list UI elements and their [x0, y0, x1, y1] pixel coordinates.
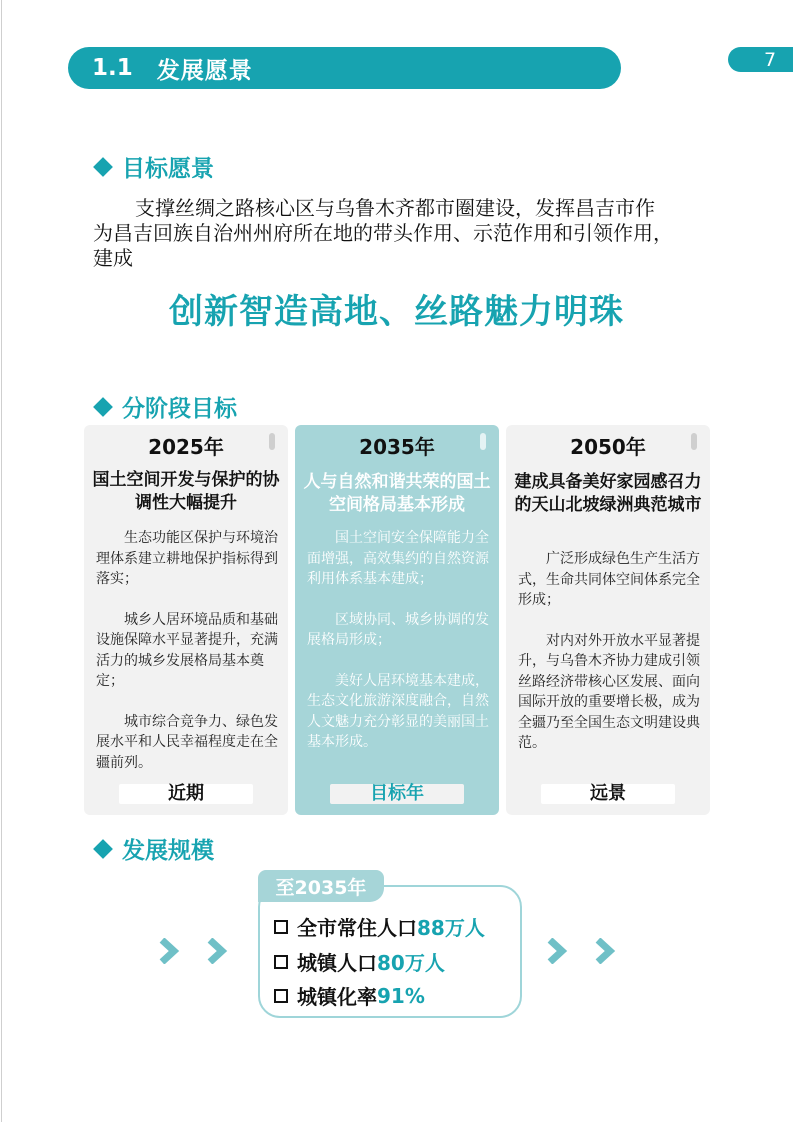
phase-item: 区域协同、城乡协调的发展格局形成； [307, 611, 489, 648]
stat-label: 城镇化率 [297, 985, 377, 1009]
stat-label: 全市常住人口 [297, 916, 417, 940]
page-number: 7 [764, 48, 777, 71]
phase-item: 生态功能区保护与环境治理体系建立耕地保护指标得到落实； [96, 530, 278, 587]
vision-paragraph [93, 196, 713, 271]
phase-item: 城乡人居环境品质和基础设施保障水平显著提升，充满活力的城乡发展格局基本奠定； [96, 611, 278, 689]
vision-slogan: 创新智造高地、丝路魅力明珠 [169, 292, 624, 332]
vision-heading [96, 150, 214, 183]
scale-year-tab: 至2035年 [258, 870, 384, 902]
diamond-bullet-icon [93, 157, 113, 177]
stat-row [274, 981, 425, 1010]
phase-goal: 建成具备美好家园感召力的天山北坡绿洲典范城市 [514, 472, 702, 515]
phase-item: 对内对外开放水平显著提升，与乌鲁木齐协力建成引领丝路经济带核心区发展、面向国际开放的重要增长极，成为全疆乃至全国生态文明建设典范。 [518, 632, 700, 751]
scrollbar-thumb[interactable] [480, 433, 486, 450]
vision-heading-text: 目标愿景 [122, 156, 214, 182]
phase-goal: 人与自然和谐共荣的国土空间格局基本形成 [303, 472, 491, 515]
phase-item: 广泛形成绿色生产生活方式，生命共同体空间体系完全形成； [518, 551, 700, 608]
phase-year: 2025年 [148, 435, 224, 459]
stat-value: 80万人 [377, 951, 445, 975]
phases-heading-text: 分阶段目标 [122, 396, 237, 422]
phase-item: 城市综合竞争力、绿色发展水平和人民幸福程度走在全疆前列。 [96, 713, 278, 771]
scale-heading [96, 832, 214, 865]
phase-item: 国土空间安全保障能力全面增强，高效集约的自然资源利用体系基本建成； [307, 530, 489, 587]
stat-value: 88万人 [417, 916, 485, 940]
phase-term-label: 远景 [541, 784, 675, 804]
phase-term-label: 目标年 [330, 784, 464, 804]
phase-items [96, 528, 278, 793]
phase-term-label: 近期 [119, 784, 253, 804]
diamond-bullet-icon [93, 397, 113, 417]
checkbox-icon [274, 920, 288, 934]
page-edge-line [1, 0, 2, 1122]
page-number-badge [728, 47, 793, 72]
phase-items [307, 528, 489, 773]
phase-year: 2050年 [570, 435, 646, 459]
chevron-right-icon [158, 938, 238, 964]
diamond-bullet-icon [93, 839, 113, 859]
vision-line: 为昌吉回族自治州州府所在地的带头作用、示范作用和引领作用， [93, 221, 673, 245]
scrollbar-thumb[interactable] [691, 433, 697, 450]
stat-label: 城镇人口 [297, 951, 377, 975]
stat-row [274, 912, 485, 941]
vision-line: 支撑丝绸之路核心区与乌鲁木齐都市圈建设，发挥昌吉市作 [135, 196, 655, 220]
phases-heading [96, 390, 237, 423]
stat-row [274, 947, 445, 976]
phase-item: 美好人居环境基本建成，生态文化旅游深度融合，自然人文魅力充分彰显的美丽国土基本形成。 [307, 672, 489, 750]
section-number: 1.1 [92, 55, 133, 81]
phase-card-2050 [506, 425, 710, 815]
phase-items [518, 549, 700, 774]
scale-heading-text: 发展规模 [122, 838, 214, 864]
chevron-right-icon [546, 938, 626, 964]
section-title: 发展愿景 [156, 57, 253, 84]
checkbox-icon [274, 955, 288, 969]
stat-value: 91% [377, 983, 425, 1008]
phase-card-2025 [84, 425, 288, 815]
phase-card-2035 [295, 425, 499, 815]
checkbox-icon [274, 989, 288, 1003]
section-header-bar [68, 47, 621, 89]
phase-year: 2035年 [359, 435, 435, 459]
vision-line: 建成 [93, 246, 133, 270]
scrollbar-thumb[interactable] [269, 433, 275, 450]
phase-goal: 国土空间开发与保护的协调性大幅提升 [92, 470, 280, 513]
